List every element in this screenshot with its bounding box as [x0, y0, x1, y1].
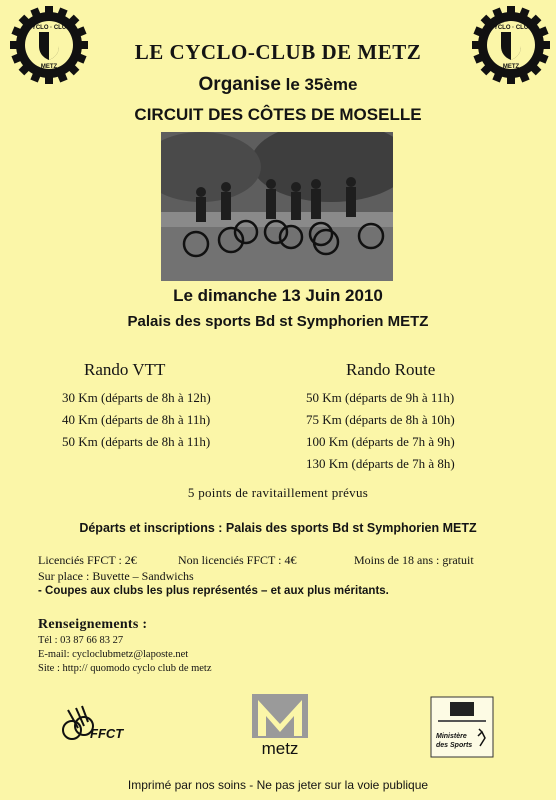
list-item: 40 Km (départs de 8h à 11h) [62, 412, 211, 427]
inscriptions-label: Départs et inscriptions : [79, 521, 226, 535]
svg-text:METZ: METZ [502, 64, 520, 70]
club-title: LE CYCLO-CLUB DE METZ [134, 40, 422, 64]
metz-logo [250, 692, 310, 758]
svg-text:CYCLO · CLUB: CYCLO · CLUB [489, 25, 533, 31]
svg-text:METZ: METZ [40, 64, 58, 70]
ffct-logo [58, 700, 128, 746]
list-item: 75 Km (départs de 8h à 10h) [306, 412, 455, 427]
list-item: 100 Km (départs de 7h à 9h) [306, 434, 455, 449]
coupes: - Coupes aux clubs les plus représentés – et aux plus méritants. [38, 585, 389, 597]
circuit-title: CIRCUIT DES CÔTES DE MOSELLE [134, 105, 422, 124]
renseignements-email: E-mail: cycloclubmetz@laposte.net [38, 649, 189, 660]
organise-rest: le 35ème [280, 75, 358, 94]
ravitaillement: 5 points de ravitaillement prévus [187, 485, 369, 500]
organise-line [0, 74, 556, 96]
svg-text:Ministère: Ministère [436, 733, 467, 740]
list-item: 130 Km (départs de 7h à 8h) [306, 456, 455, 471]
list-item: 30 Km (départs de 8h à 12h) [62, 390, 211, 405]
svg-text:CYCLO · CLUB: CYCLO · CLUB [27, 25, 71, 31]
sur-place: Sur place : Buvette – Sandwichs [38, 569, 194, 583]
inscriptions-value: Palais des sports Bd st Symphorien METZ [225, 521, 477, 535]
rando-vtt [62, 357, 272, 453]
renseignements-title: Renseignements : [38, 617, 148, 632]
rando-vtt-title: Rando VTT [84, 360, 166, 379]
rando-route [306, 357, 526, 475]
cyclists-photo [161, 132, 393, 281]
list-item: 50 Km (départs de 9h à 11h) [306, 390, 455, 405]
organise-bold: Organise [198, 74, 281, 95]
renseignements-site: Site : http:// quomodo cyclo club de metz [38, 663, 212, 674]
svg-text:des Sports: des Sports [436, 742, 473, 749]
inscriptions-line [0, 521, 556, 535]
event-venue: Palais des sports Bd st Symphorien METZ [127, 313, 429, 330]
footer-note: Imprimé par nos soins - Ne pas jeter sur la voie publique [127, 778, 429, 792]
tarif-moins18: Moins de 18 ans : gratuit [354, 553, 474, 567]
tarif-licencies: Licenciés FFCT : 2€ [38, 553, 137, 567]
svg-text:FFCT: FFCT [90, 726, 124, 741]
tarif-non-licencies: Non licenciés FFCT : 4€ [178, 553, 297, 567]
ministere-sports-logo [430, 696, 494, 758]
rando-route-title: Rando Route [346, 360, 436, 379]
list-item: 50 Km (départs de 8h à 11h) [62, 434, 211, 449]
svg-text:metz: metz [261, 739, 299, 758]
renseignements-tel: Tél : 03 87 66 83 27 [38, 635, 124, 646]
event-date: Le dimanche 13 Juin 2010 [173, 286, 383, 305]
